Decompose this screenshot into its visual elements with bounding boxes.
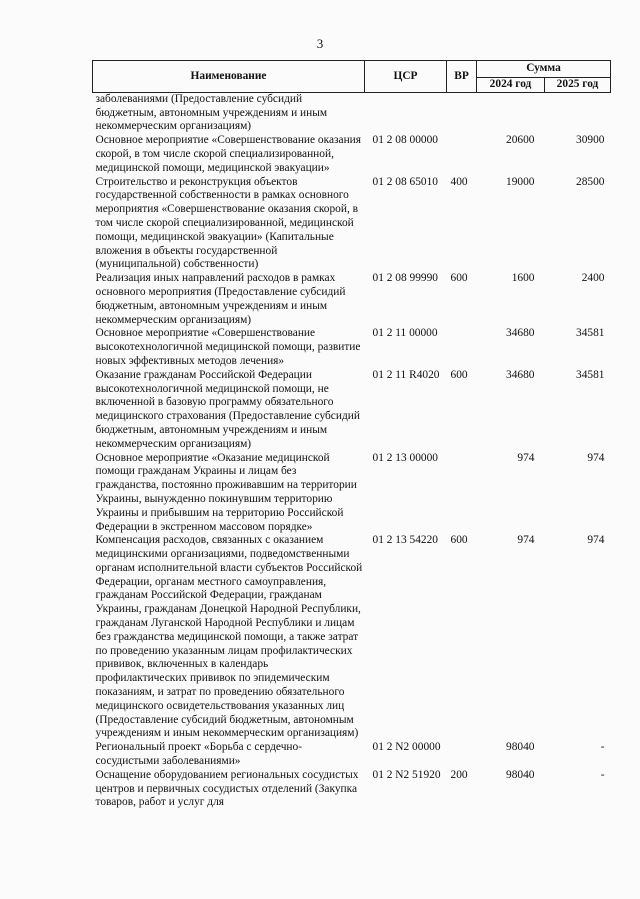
row-name: Оснащение оборудованием региональных сосудистых центров и первичных сосудистых отделений (Закупка товаров, работ и услуг для (95, 768, 359, 809)
table-row (93, 769, 611, 810)
header-sum: Сумма (477, 61, 611, 78)
table-row (93, 534, 611, 741)
row-sum-2024: 34680 (506, 327, 535, 340)
row-sum-2025: 30900 (576, 134, 605, 147)
header-year-2025: 2025 год (545, 78, 611, 93)
row-sum-2024: 19000 (506, 175, 535, 188)
row-name: Оказание гражданам Российской Федерации высокотехнологичной медицинской помощи, не включенной в базовую программу обязательного медицинского страхования (Предоставление субсидий бюджетным, автономным учреждениям и иным некоммерческим организациям) (95, 368, 360, 450)
header-csr: ЦСР (365, 61, 447, 93)
row-vr: 400 (450, 175, 468, 188)
row-vr: 200 (450, 768, 468, 781)
table-row (93, 92, 611, 134)
table-row (93, 272, 611, 327)
row-sum-2024 (477, 92, 545, 134)
row-vr: 600 (450, 534, 468, 547)
row-csr: 01 2 N2 00000 (372, 741, 441, 754)
row-sum-2024: 974 (517, 451, 535, 464)
budget-table (92, 60, 611, 810)
row-csr: 01 2 08 99990 (372, 272, 438, 285)
row-sum-2025: 34581 (576, 327, 605, 340)
row-vr: 600 (450, 272, 468, 285)
row-vr (447, 741, 477, 769)
row-name: Компенсация расходов, связанных с оказанием медицинскими организациями, подведомственными органам исполнительной власти субъектов Российской Федерации, органам местного самоуправления, гражданам Российской Федерации, гражданам Украины, гражданам Донецкой Народной Республики, гражданам Луганской Народной Республики и лицам без гражданства медицинской помощи, а также затрат по проведению указанным лицам профилактических прививок, включенных в календарь профилактических прививок по эпидемическим показаниям, и затрат по проведению обязательного медицинского освидетельствования указанных лиц (Предоставление субсидий бюджетным, автономным учреждениям и иным некоммерческим организациям) (95, 534, 363, 740)
row-name: Основное мероприятие «Совершенствование высокотехнологичной медицинской помощи, развитие новых эффективных методов лечения» (95, 327, 361, 367)
row-vr: 600 (450, 368, 468, 381)
row-name: заболеваниями (Предоставление субсидий бюджетным, автономным учреждениям и иным некоммерческим организациям) (95, 92, 328, 133)
table-row (93, 134, 611, 175)
row-name: Региональный проект «Борьба с сердечно-сосудистыми заболеваниями» (95, 741, 303, 768)
row-sum-2025: 2400 (581, 272, 605, 285)
row-csr (365, 92, 447, 134)
row-csr: 01 2 N2 51920 (372, 768, 441, 781)
row-csr: 01 2 08 65010 (372, 175, 438, 188)
row-sum-2024: 974 (517, 534, 535, 547)
header-vr: ВР (447, 61, 477, 93)
row-sum-2025: - (600, 768, 605, 781)
row-csr: 01 2 11 R4020 (372, 368, 440, 381)
row-sum-2025: - (600, 741, 605, 754)
row-csr: 01 2 08 00000 (372, 134, 438, 147)
row-name: Строительство и реконструкция объектов государственной собственности в рамках основного мероприятия «Совершенствование оказания скорой, в том числе скорой специализированной, медицинской помощи, медицинской эвакуации» (Капитальные вложения в объекты государственной (муниципальной) собственности) (95, 175, 359, 271)
row-vr (447, 452, 477, 535)
row-sum-2024: 34680 (506, 368, 535, 381)
row-vr (447, 327, 477, 368)
row-sum-2024: 98040 (506, 768, 535, 781)
row-csr: 01 2 13 00000 (372, 451, 438, 464)
header-year-2024: 2024 год (477, 78, 545, 93)
row-name: Реализация иных направлений расходов в рамках основного мероприятия (Предоставление субсидий бюджетным, автономным учреждениям и иным некоммерческим организациям) (95, 272, 346, 326)
row-name: Основное мероприятие «Оказание медицинской помощи гражданам Украины и лицам без гражданства, постоянно проживавшим на территории Украины, вынужденно покинувшим территорию Украины и прибывшим на территорию Российской Федерации в экстренном массовом порядке» (95, 451, 357, 533)
row-name: Основное мероприятие «Совершенствование оказания скорой, в том числе скорой специализированной, медицинской помощи, медицинской эвакуации» (95, 134, 362, 174)
table-row (93, 452, 611, 535)
row-csr: 01 2 13 54220 (372, 534, 438, 547)
row-sum-2025 (545, 92, 611, 134)
row-sum-2025: 28500 (576, 175, 605, 188)
row-vr (447, 92, 477, 134)
table-row (93, 741, 611, 769)
row-sum-2025: 34581 (576, 368, 605, 381)
header-name: Наименование (93, 61, 365, 93)
row-csr: 01 2 11 00000 (372, 327, 438, 340)
row-vr (447, 134, 477, 175)
table-row (93, 369, 611, 452)
row-sum-2024: 20600 (506, 134, 535, 147)
row-sum-2024: 98040 (506, 741, 535, 754)
row-sum-2025: 974 (587, 451, 605, 464)
page-number: 3 (316, 36, 324, 51)
table-row (93, 176, 611, 273)
row-sum-2025: 974 (587, 534, 605, 547)
table-row (93, 327, 611, 368)
table-header (93, 61, 611, 93)
row-sum-2024: 1600 (511, 272, 535, 285)
